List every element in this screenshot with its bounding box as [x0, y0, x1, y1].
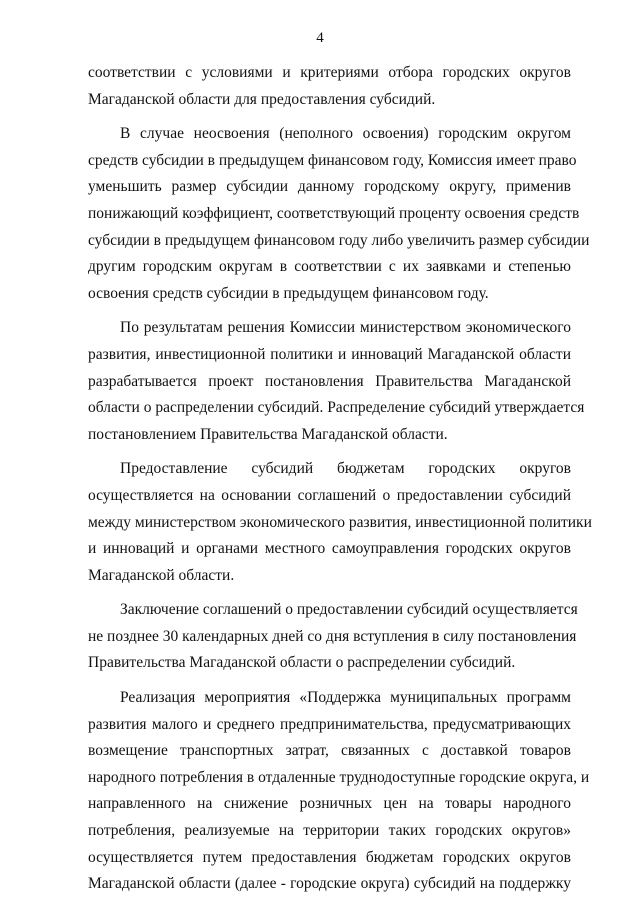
- page-number: 4: [316, 30, 324, 46]
- text-line: между министерством экономического развития, инвестиционной политики: [88, 513, 592, 531]
- text-line: Магаданской области.: [88, 566, 235, 584]
- text-line: развития, инвестиционной политики и инноваций Магаданской области: [88, 345, 571, 363]
- text-line: развития малого и среднего предпринимательства, предусматривающих: [88, 715, 571, 733]
- text-line: соответствии с условиями и критериями отбора городских округов: [88, 64, 571, 81]
- text-line: Магаданской области (далее - городские округа) субсидий на поддержку: [88, 875, 571, 893]
- document-body: [88, 60, 592, 898]
- text-line: направленного на снижение розничных цен на товары народного: [88, 795, 571, 813]
- text-line: понижающий коэффициент, соответствующий проценту освоения средств: [88, 204, 580, 222]
- text-line: и инноваций и органами местного самоуправления городских округов: [88, 540, 571, 558]
- paragraph-1: [88, 60, 571, 113]
- text-line: По результатам решения Комиссии министерством экономического: [120, 319, 571, 337]
- text-line: осуществляется путем предоставления бюджетам городских округов: [88, 848, 571, 866]
- text-line: разрабатывается проект постановления Правительства Магаданской: [88, 372, 571, 390]
- text-line: народного потребления в отдаленные труднодоступные городские округа, и: [88, 768, 590, 786]
- paragraph-4: [88, 456, 592, 589]
- text-line: субсидии в предыдущем финансовом году либо увеличить размер субсидии: [88, 231, 590, 249]
- text-line: возмещение транспортных затрат, связанных с доставкой товаров: [88, 742, 571, 760]
- text-line: постановлением Правительства Магаданской области.: [88, 425, 448, 443]
- text-line: Магаданской области для предоставления субсидий.: [88, 90, 436, 108]
- paragraph-6: [88, 685, 590, 898]
- text-line: В случае неосвоения (неполного освоения) городским округом: [120, 125, 571, 143]
- text-line: Реализация мероприятия «Поддержка муниципальных программ: [120, 689, 571, 707]
- text-line: освоения средств субсидии в предыдущем финансовом году.: [88, 284, 489, 302]
- text-line: другим городским округам в соответствии с их заявками и степенью: [88, 258, 571, 276]
- paragraph-5: [88, 597, 578, 677]
- paragraph-2: [88, 121, 590, 307]
- text-line: Заключение соглашений о предоставлении субсидий осуществляется: [120, 601, 578, 619]
- text-line: средств субсидии в предыдущем финансовом году, Комиссия имеет право: [88, 151, 577, 169]
- text-line: потребления, реализуемые на территории таких городских округов»: [88, 822, 571, 840]
- text-line: Предоставление субсидий бюджетам городских округов: [120, 460, 571, 478]
- text-line: области о распределении субсидий. Распределение субсидий утверждается: [88, 399, 585, 417]
- paragraph-3: [88, 315, 585, 448]
- text-line: Правительства Магаданской области о распределении субсидий.: [88, 654, 516, 672]
- text-line: осуществляется на основании соглашений о предоставлении субсидий: [88, 486, 571, 504]
- text-line: уменьшить размер субсидии данному городскому округу, применив: [88, 178, 571, 196]
- text-line: не позднее 30 календарных дней со дня вступления в силу постановления: [88, 627, 577, 645]
